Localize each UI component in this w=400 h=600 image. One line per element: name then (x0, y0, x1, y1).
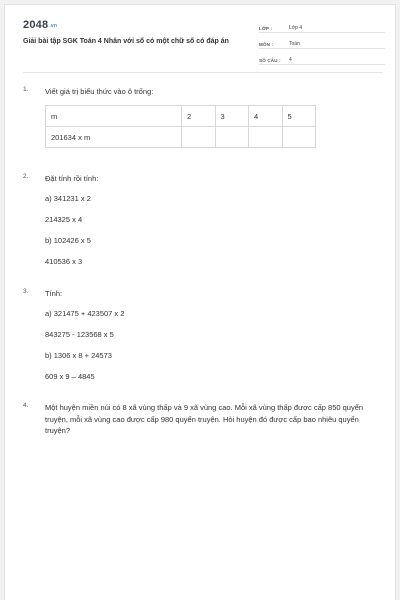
list-item: 843275 - 123568 x 5 (45, 330, 114, 339)
table-header-row (46, 106, 316, 127)
list-item: 609 x 9 – 4845 (45, 372, 95, 381)
question-number: 1. (23, 86, 29, 93)
table-cell: 5 (282, 106, 316, 127)
table-answer-cell[interactable] (215, 127, 249, 148)
question-2 (23, 173, 383, 273)
table-cell: 4 (249, 106, 283, 127)
meta-count-value: 4 (289, 57, 292, 63)
table-answer-cell[interactable] (282, 127, 316, 148)
question-number: 4. (23, 402, 29, 409)
question-prompt: Viết giá trị biểu thức vào ô trống: (45, 87, 154, 96)
question-prompt: Một huyện miền núi có 8 xã vùng thấp và 9 xã vùng cao. Mỗi xã vùng thấp được cấp 850 quyển truyện, mỗi xã vùng cao được cấp 980 quyển truyện. Hỏi huyện đó được cấp bao nhiêu quyển truyện? (45, 403, 364, 435)
meta-subject (259, 37, 385, 49)
header-divider (23, 72, 383, 73)
question-number: 2. (23, 173, 29, 180)
meta-count (259, 53, 385, 65)
table-cell: 2 (182, 106, 216, 127)
meta-grade (259, 21, 385, 33)
list-item: 410536 x 3 (45, 257, 83, 266)
table-cell: 3 (215, 106, 249, 127)
meta-panel (259, 21, 385, 69)
question-number: 3. (23, 288, 29, 295)
meta-grade-label: LỚP : (259, 26, 273, 31)
meta-grade-value: Lớp 4 (289, 25, 303, 31)
list-item: b) 102426 x 5 (45, 236, 91, 245)
meta-count-label: SỐ CÂU : (259, 58, 281, 63)
table-cell: 201634 x m (46, 127, 182, 148)
question-prompt: Đặt tính rồi tính: (45, 174, 99, 183)
question-3 (23, 288, 383, 388)
table-answer-cell[interactable] (182, 127, 216, 148)
list-item: b) 1306 x 8 + 24573 (45, 351, 112, 360)
answer-table (45, 105, 316, 148)
question-prompt: Tính: (45, 289, 63, 298)
table-row (46, 127, 316, 148)
meta-subject-value: Toán (289, 41, 300, 47)
logo-text: 2048 (23, 19, 49, 31)
table-answer-cell[interactable] (249, 127, 283, 148)
list-item: a) 321475 + 423507 x 2 (45, 309, 125, 318)
table-cell: m (46, 106, 182, 127)
meta-subject-label: MÔN : (259, 42, 274, 47)
list-item: a) 341231 x 2 (45, 194, 91, 203)
worksheet-page (4, 4, 396, 600)
logo-domain: .vn (49, 23, 58, 29)
page-title: Giải bài tập SGK Toán 4 Nhân với số có một chữ số có đáp án (23, 38, 229, 45)
site-logo[interactable] (23, 19, 57, 31)
list-item: 214325 x 4 (45, 215, 83, 224)
